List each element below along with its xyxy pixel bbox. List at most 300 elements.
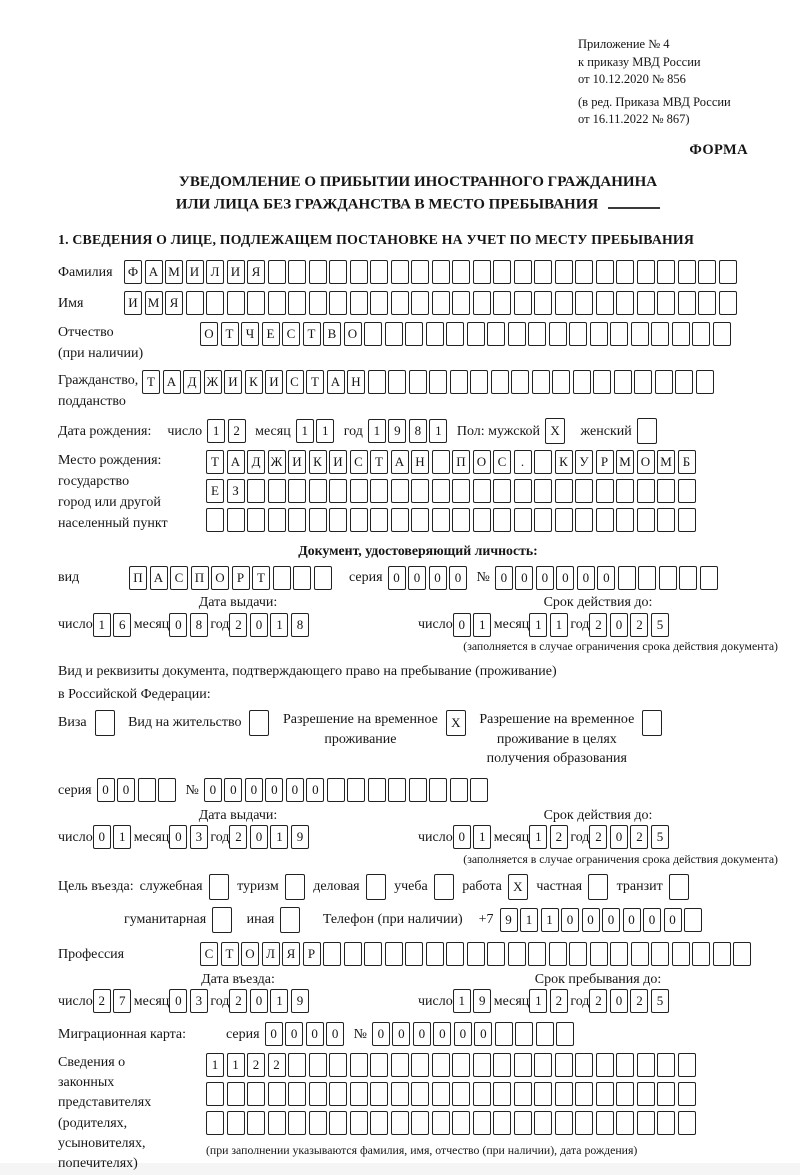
char-cell[interactable] <box>388 778 406 802</box>
char-cell[interactable]: 0 <box>204 778 222 802</box>
id-issue-month-cells[interactable] <box>169 613 210 637</box>
char-cell[interactable] <box>212 907 232 933</box>
char-cell[interactable] <box>657 508 675 532</box>
birth-month-cells[interactable] <box>296 419 337 443</box>
char-cell[interactable]: О <box>200 322 218 346</box>
char-cell[interactable] <box>514 260 532 284</box>
purpose-humanitarian-checkbox[interactable] <box>212 907 235 933</box>
id-valid-day-cells[interactable] <box>453 613 494 637</box>
char-cell[interactable] <box>616 291 634 315</box>
char-cell[interactable]: 0 <box>326 1022 344 1046</box>
char-cell[interactable]: 1 <box>453 989 471 1013</box>
char-cell[interactable]: Т <box>370 450 388 474</box>
char-cell[interactable] <box>249 710 269 736</box>
char-cell[interactable]: А <box>227 450 245 474</box>
birth-place-row1-cells[interactable] <box>206 450 698 474</box>
char-cell[interactable]: 0 <box>433 1022 451 1046</box>
char-cell[interactable] <box>534 291 552 315</box>
char-cell[interactable]: . <box>514 450 532 474</box>
char-cell[interactable]: Т <box>221 942 239 966</box>
char-cell[interactable]: С <box>493 450 511 474</box>
char-cell[interactable] <box>655 370 673 394</box>
char-cell[interactable] <box>432 1082 450 1106</box>
char-cell[interactable]: 2 <box>630 825 648 849</box>
char-cell[interactable]: 0 <box>250 989 268 1013</box>
char-cell[interactable] <box>651 322 669 346</box>
char-cell[interactable]: 1 <box>270 989 288 1013</box>
char-cell[interactable] <box>206 1082 224 1106</box>
char-cell[interactable]: 8 <box>190 613 208 637</box>
char-cell[interactable] <box>657 1082 675 1106</box>
char-cell[interactable]: О <box>211 566 229 590</box>
stay-day-cells[interactable] <box>453 989 494 1013</box>
purpose-study-checkbox[interactable] <box>434 874 457 900</box>
char-cell[interactable] <box>487 942 505 966</box>
char-cell[interactable]: И <box>288 450 306 474</box>
char-cell[interactable] <box>657 479 675 503</box>
char-cell[interactable]: 2 <box>93 989 111 1013</box>
id-issue-year-cells[interactable] <box>229 613 311 637</box>
char-cell[interactable] <box>678 1053 696 1077</box>
surname-cells[interactable] <box>124 260 739 284</box>
char-cell[interactable]: 0 <box>413 1022 431 1046</box>
char-cell[interactable] <box>514 508 532 532</box>
char-cell[interactable] <box>366 874 386 900</box>
char-cell[interactable] <box>575 508 593 532</box>
char-cell[interactable]: 0 <box>169 825 187 849</box>
citizenship-cells[interactable] <box>142 370 716 394</box>
char-cell[interactable]: Ч <box>241 322 259 346</box>
char-cell[interactable] <box>573 370 591 394</box>
char-cell[interactable]: 5 <box>651 989 669 1013</box>
char-cell[interactable] <box>391 479 409 503</box>
char-cell[interactable] <box>370 291 388 315</box>
purpose-other-checkbox[interactable] <box>280 907 303 933</box>
char-cell[interactable] <box>370 1082 388 1106</box>
sex-female-checkbox[interactable] <box>637 418 660 444</box>
char-cell[interactable]: А <box>145 260 163 284</box>
char-cell[interactable]: 0 <box>474 1022 492 1046</box>
char-cell[interactable]: Р <box>232 566 250 590</box>
char-cell[interactable] <box>429 778 447 802</box>
char-cell[interactable] <box>532 370 550 394</box>
char-cell[interactable] <box>657 291 675 315</box>
temp-residence-checkbox[interactable] <box>446 710 469 736</box>
char-cell[interactable] <box>391 1111 409 1135</box>
char-cell[interactable] <box>350 260 368 284</box>
char-cell[interactable] <box>285 874 305 900</box>
char-cell[interactable] <box>309 1111 327 1135</box>
char-cell[interactable] <box>247 508 265 532</box>
char-cell[interactable] <box>678 1082 696 1106</box>
char-cell[interactable]: 1 <box>550 613 568 637</box>
char-cell[interactable] <box>555 291 573 315</box>
char-cell[interactable] <box>491 370 509 394</box>
char-cell[interactable] <box>368 370 386 394</box>
char-cell[interactable]: 0 <box>388 566 406 590</box>
char-cell[interactable]: 0 <box>577 566 595 590</box>
char-cell[interactable] <box>411 260 429 284</box>
char-cell[interactable]: 1 <box>296 419 314 443</box>
char-cell[interactable]: 0 <box>392 1022 410 1046</box>
char-cell[interactable] <box>391 508 409 532</box>
char-cell[interactable]: С <box>286 370 304 394</box>
char-cell[interactable]: С <box>170 566 188 590</box>
char-cell[interactable] <box>268 508 286 532</box>
char-cell[interactable]: 0 <box>306 1022 324 1046</box>
char-cell[interactable]: Н <box>411 450 429 474</box>
char-cell[interactable]: 9 <box>500 908 518 932</box>
char-cell[interactable] <box>508 942 526 966</box>
char-cell[interactable] <box>549 322 567 346</box>
char-cell[interactable] <box>426 942 444 966</box>
char-cell[interactable] <box>596 260 614 284</box>
char-cell[interactable]: 0 <box>602 908 620 932</box>
char-cell[interactable] <box>534 1082 552 1106</box>
char-cell[interactable] <box>268 260 286 284</box>
char-cell[interactable] <box>405 942 423 966</box>
char-cell[interactable] <box>675 370 693 394</box>
char-cell[interactable] <box>638 566 656 590</box>
char-cell[interactable]: Е <box>206 479 224 503</box>
char-cell[interactable]: К <box>555 450 573 474</box>
char-cell[interactable] <box>669 874 689 900</box>
char-cell[interactable]: Е <box>262 322 280 346</box>
char-cell[interactable] <box>493 1111 511 1135</box>
char-cell[interactable]: 0 <box>643 908 661 932</box>
char-cell[interactable]: О <box>473 450 491 474</box>
char-cell[interactable] <box>616 260 634 284</box>
char-cell[interactable] <box>719 291 737 315</box>
char-cell[interactable]: 0 <box>265 1022 283 1046</box>
char-cell[interactable] <box>692 322 710 346</box>
char-cell[interactable] <box>514 1082 532 1106</box>
char-cell[interactable] <box>590 322 608 346</box>
sex-male-checkbox[interactable] <box>545 418 568 444</box>
char-cell[interactable] <box>327 778 345 802</box>
char-cell[interactable]: 1 <box>207 419 225 443</box>
char-cell[interactable] <box>637 260 655 284</box>
char-cell[interactable] <box>268 1082 286 1106</box>
char-cell[interactable] <box>452 508 470 532</box>
char-cell[interactable]: Д <box>247 450 265 474</box>
char-cell[interactable]: И <box>124 291 142 315</box>
char-cell[interactable] <box>575 1082 593 1106</box>
char-cell[interactable]: И <box>265 370 283 394</box>
char-cell[interactable]: 0 <box>561 908 579 932</box>
char-cell[interactable] <box>678 508 696 532</box>
id-valid-month-cells[interactable] <box>529 613 570 637</box>
char-cell[interactable] <box>569 322 587 346</box>
char-cell[interactable]: 2 <box>630 989 648 1013</box>
char-cell[interactable] <box>452 260 470 284</box>
char-cell[interactable]: 2 <box>229 613 247 637</box>
char-cell[interactable] <box>391 1082 409 1106</box>
char-cell[interactable] <box>642 710 662 736</box>
char-cell[interactable] <box>528 942 546 966</box>
id-number-cells[interactable] <box>495 566 721 590</box>
char-cell[interactable] <box>323 942 341 966</box>
char-cell[interactable] <box>569 942 587 966</box>
char-cell[interactable] <box>719 260 737 284</box>
char-cell[interactable] <box>95 710 115 736</box>
char-cell[interactable] <box>590 942 608 966</box>
char-cell[interactable] <box>473 479 491 503</box>
char-cell[interactable]: М <box>165 260 183 284</box>
char-cell[interactable]: 0 <box>117 778 135 802</box>
char-cell[interactable] <box>370 1111 388 1135</box>
char-cell[interactable]: 0 <box>515 566 533 590</box>
char-cell[interactable]: Р <box>303 942 321 966</box>
rvp-valid-month-cells[interactable] <box>529 825 570 849</box>
char-cell[interactable]: 1 <box>113 825 131 849</box>
char-cell[interactable] <box>631 322 649 346</box>
char-cell[interactable]: 1 <box>473 613 491 637</box>
char-cell[interactable] <box>657 260 675 284</box>
char-cell[interactable]: 0 <box>250 825 268 849</box>
char-cell[interactable] <box>432 479 450 503</box>
char-cell[interactable] <box>434 874 454 900</box>
char-cell[interactable] <box>493 479 511 503</box>
char-cell[interactable]: 1 <box>206 1053 224 1077</box>
char-cell[interactable] <box>514 479 532 503</box>
char-cell[interactable] <box>678 291 696 315</box>
char-cell[interactable] <box>452 291 470 315</box>
char-cell[interactable] <box>596 291 614 315</box>
char-cell[interactable]: Б <box>678 450 696 474</box>
char-cell[interactable]: Д <box>183 370 201 394</box>
char-cell[interactable]: Р <box>596 450 614 474</box>
char-cell[interactable] <box>473 260 491 284</box>
char-cell[interactable]: З <box>227 479 245 503</box>
char-cell[interactable]: У <box>575 450 593 474</box>
char-cell[interactable] <box>514 291 532 315</box>
char-cell[interactable] <box>432 1111 450 1135</box>
char-cell[interactable] <box>364 942 382 966</box>
char-cell[interactable]: 0 <box>597 566 615 590</box>
char-cell[interactable]: 2 <box>229 825 247 849</box>
char-cell[interactable] <box>288 479 306 503</box>
char-cell[interactable] <box>596 479 614 503</box>
char-cell[interactable] <box>432 291 450 315</box>
char-cell[interactable]: И <box>186 260 204 284</box>
char-cell[interactable]: К <box>309 450 327 474</box>
char-cell[interactable]: И <box>329 450 347 474</box>
char-cell[interactable] <box>388 370 406 394</box>
char-cell[interactable]: 1 <box>270 613 288 637</box>
char-cell[interactable] <box>575 291 593 315</box>
char-cell[interactable]: 1 <box>529 989 547 1013</box>
char-cell[interactable]: 9 <box>473 989 491 1013</box>
char-cell[interactable]: 0 <box>372 1022 390 1046</box>
char-cell[interactable]: 2 <box>589 613 607 637</box>
char-cell[interactable]: Я <box>282 942 300 966</box>
char-cell[interactable] <box>385 322 403 346</box>
char-cell[interactable]: Т <box>206 450 224 474</box>
char-cell[interactable]: 0 <box>169 989 187 1013</box>
char-cell[interactable]: 2 <box>589 825 607 849</box>
char-cell[interactable]: Т <box>142 370 160 394</box>
char-cell[interactable] <box>618 566 636 590</box>
char-cell[interactable] <box>616 1082 634 1106</box>
char-cell[interactable]: 5 <box>651 613 669 637</box>
char-cell[interactable] <box>158 778 176 802</box>
birth-year-cells[interactable] <box>368 419 450 443</box>
char-cell[interactable] <box>473 508 491 532</box>
char-cell[interactable]: 3 <box>190 825 208 849</box>
char-cell[interactable] <box>534 260 552 284</box>
char-cell[interactable] <box>350 1053 368 1077</box>
char-cell[interactable]: Л <box>262 942 280 966</box>
char-cell[interactable]: 0 <box>556 566 574 590</box>
char-cell[interactable]: 2 <box>550 989 568 1013</box>
char-cell[interactable] <box>493 291 511 315</box>
char-cell[interactable] <box>409 370 427 394</box>
char-cell[interactable] <box>288 260 306 284</box>
char-cell[interactable] <box>391 260 409 284</box>
char-cell[interactable] <box>288 1053 306 1077</box>
char-cell[interactable] <box>309 260 327 284</box>
char-cell[interactable] <box>672 942 690 966</box>
char-cell[interactable] <box>534 1053 552 1077</box>
birth-place-row2-cells[interactable] <box>206 479 698 503</box>
char-cell[interactable] <box>549 942 567 966</box>
char-cell[interactable]: 0 <box>610 989 628 1013</box>
char-cell[interactable] <box>329 291 347 315</box>
char-cell[interactable]: 7 <box>113 989 131 1013</box>
char-cell[interactable] <box>698 260 716 284</box>
id-valid-year-cells[interactable] <box>589 613 671 637</box>
char-cell[interactable] <box>616 508 634 532</box>
char-cell[interactable] <box>273 566 291 590</box>
char-cell[interactable] <box>329 1082 347 1106</box>
char-cell[interactable] <box>206 508 224 532</box>
char-cell[interactable] <box>432 260 450 284</box>
char-cell[interactable] <box>555 479 573 503</box>
char-cell[interactable] <box>350 1082 368 1106</box>
char-cell[interactable] <box>206 291 224 315</box>
char-cell[interactable] <box>446 322 464 346</box>
char-cell[interactable] <box>555 1082 573 1106</box>
char-cell[interactable] <box>713 322 731 346</box>
char-cell[interactable]: 0 <box>610 613 628 637</box>
char-cell[interactable] <box>493 508 511 532</box>
entry-year-cells[interactable] <box>229 989 311 1013</box>
char-cell[interactable]: 0 <box>285 1022 303 1046</box>
char-cell[interactable]: Я <box>247 260 265 284</box>
char-cell[interactable]: 0 <box>93 825 111 849</box>
char-cell[interactable] <box>616 1053 634 1077</box>
char-cell[interactable]: 2 <box>229 989 247 1013</box>
temp-residence-edu-checkbox[interactable] <box>642 710 665 736</box>
char-cell[interactable] <box>596 508 614 532</box>
char-cell[interactable] <box>247 291 265 315</box>
char-cell[interactable] <box>288 1111 306 1135</box>
char-cell[interactable]: 0 <box>306 778 324 802</box>
char-cell[interactable] <box>637 1111 655 1135</box>
char-cell[interactable]: X <box>446 710 466 736</box>
char-cell[interactable] <box>508 322 526 346</box>
char-cell[interactable] <box>411 508 429 532</box>
char-cell[interactable]: 0 <box>453 825 471 849</box>
char-cell[interactable]: 6 <box>113 613 131 637</box>
char-cell[interactable]: 0 <box>250 613 268 637</box>
rvp-number-cells[interactable] <box>204 778 491 802</box>
char-cell[interactable] <box>206 1111 224 1135</box>
char-cell[interactable] <box>411 291 429 315</box>
char-cell[interactable] <box>575 260 593 284</box>
char-cell[interactable]: 9 <box>388 419 406 443</box>
id-issue-day-cells[interactable] <box>93 613 134 637</box>
char-cell[interactable] <box>370 260 388 284</box>
char-cell[interactable] <box>309 479 327 503</box>
char-cell[interactable]: 9 <box>291 989 309 1013</box>
char-cell[interactable] <box>575 1053 593 1077</box>
purpose-official-checkbox[interactable] <box>209 874 232 900</box>
char-cell[interactable]: 0 <box>429 566 447 590</box>
char-cell[interactable] <box>309 508 327 532</box>
char-cell[interactable] <box>247 479 265 503</box>
char-cell[interactable] <box>637 291 655 315</box>
char-cell[interactable]: X <box>545 418 565 444</box>
purpose-work-checkbox[interactable] <box>508 874 531 900</box>
char-cell[interactable]: И <box>227 260 245 284</box>
char-cell[interactable] <box>432 450 450 474</box>
char-cell[interactable]: 1 <box>520 908 538 932</box>
char-cell[interactable] <box>637 508 655 532</box>
char-cell[interactable] <box>411 1053 429 1077</box>
char-cell[interactable]: Н <box>347 370 365 394</box>
stay-month-cells[interactable] <box>529 989 570 1013</box>
char-cell[interactable]: 2 <box>247 1053 265 1077</box>
patronymic-cells[interactable] <box>200 322 733 346</box>
char-cell[interactable]: М <box>657 450 675 474</box>
char-cell[interactable]: 1 <box>93 613 111 637</box>
char-cell[interactable] <box>344 942 362 966</box>
char-cell[interactable]: П <box>452 450 470 474</box>
char-cell[interactable] <box>515 1022 533 1046</box>
visa-checkbox[interactable] <box>95 710 118 736</box>
legal-reps-row2-cells[interactable] <box>206 1082 698 1106</box>
char-cell[interactable]: Т <box>221 322 239 346</box>
char-cell[interactable]: 2 <box>550 825 568 849</box>
char-cell[interactable]: П <box>191 566 209 590</box>
legal-reps-row1-cells[interactable] <box>206 1053 698 1077</box>
char-cell[interactable] <box>556 1022 574 1046</box>
char-cell[interactable]: П <box>129 566 147 590</box>
char-cell[interactable]: 0 <box>582 908 600 932</box>
char-cell[interactable] <box>495 1022 513 1046</box>
mig-number-cells[interactable] <box>372 1022 577 1046</box>
char-cell[interactable] <box>452 1053 470 1077</box>
char-cell[interactable] <box>651 942 669 966</box>
char-cell[interactable] <box>470 778 488 802</box>
char-cell[interactable] <box>227 291 245 315</box>
char-cell[interactable]: 0 <box>97 778 115 802</box>
char-cell[interactable]: О <box>637 450 655 474</box>
char-cell[interactable] <box>473 291 491 315</box>
char-cell[interactable]: Ж <box>268 450 286 474</box>
char-cell[interactable]: 0 <box>664 908 682 932</box>
char-cell[interactable] <box>391 1053 409 1077</box>
char-cell[interactable] <box>280 907 300 933</box>
char-cell[interactable] <box>610 942 628 966</box>
char-cell[interactable] <box>514 1111 532 1135</box>
char-cell[interactable] <box>575 479 593 503</box>
char-cell[interactable] <box>637 1053 655 1077</box>
char-cell[interactable] <box>467 322 485 346</box>
birth-place-row3-cells[interactable] <box>206 508 698 532</box>
